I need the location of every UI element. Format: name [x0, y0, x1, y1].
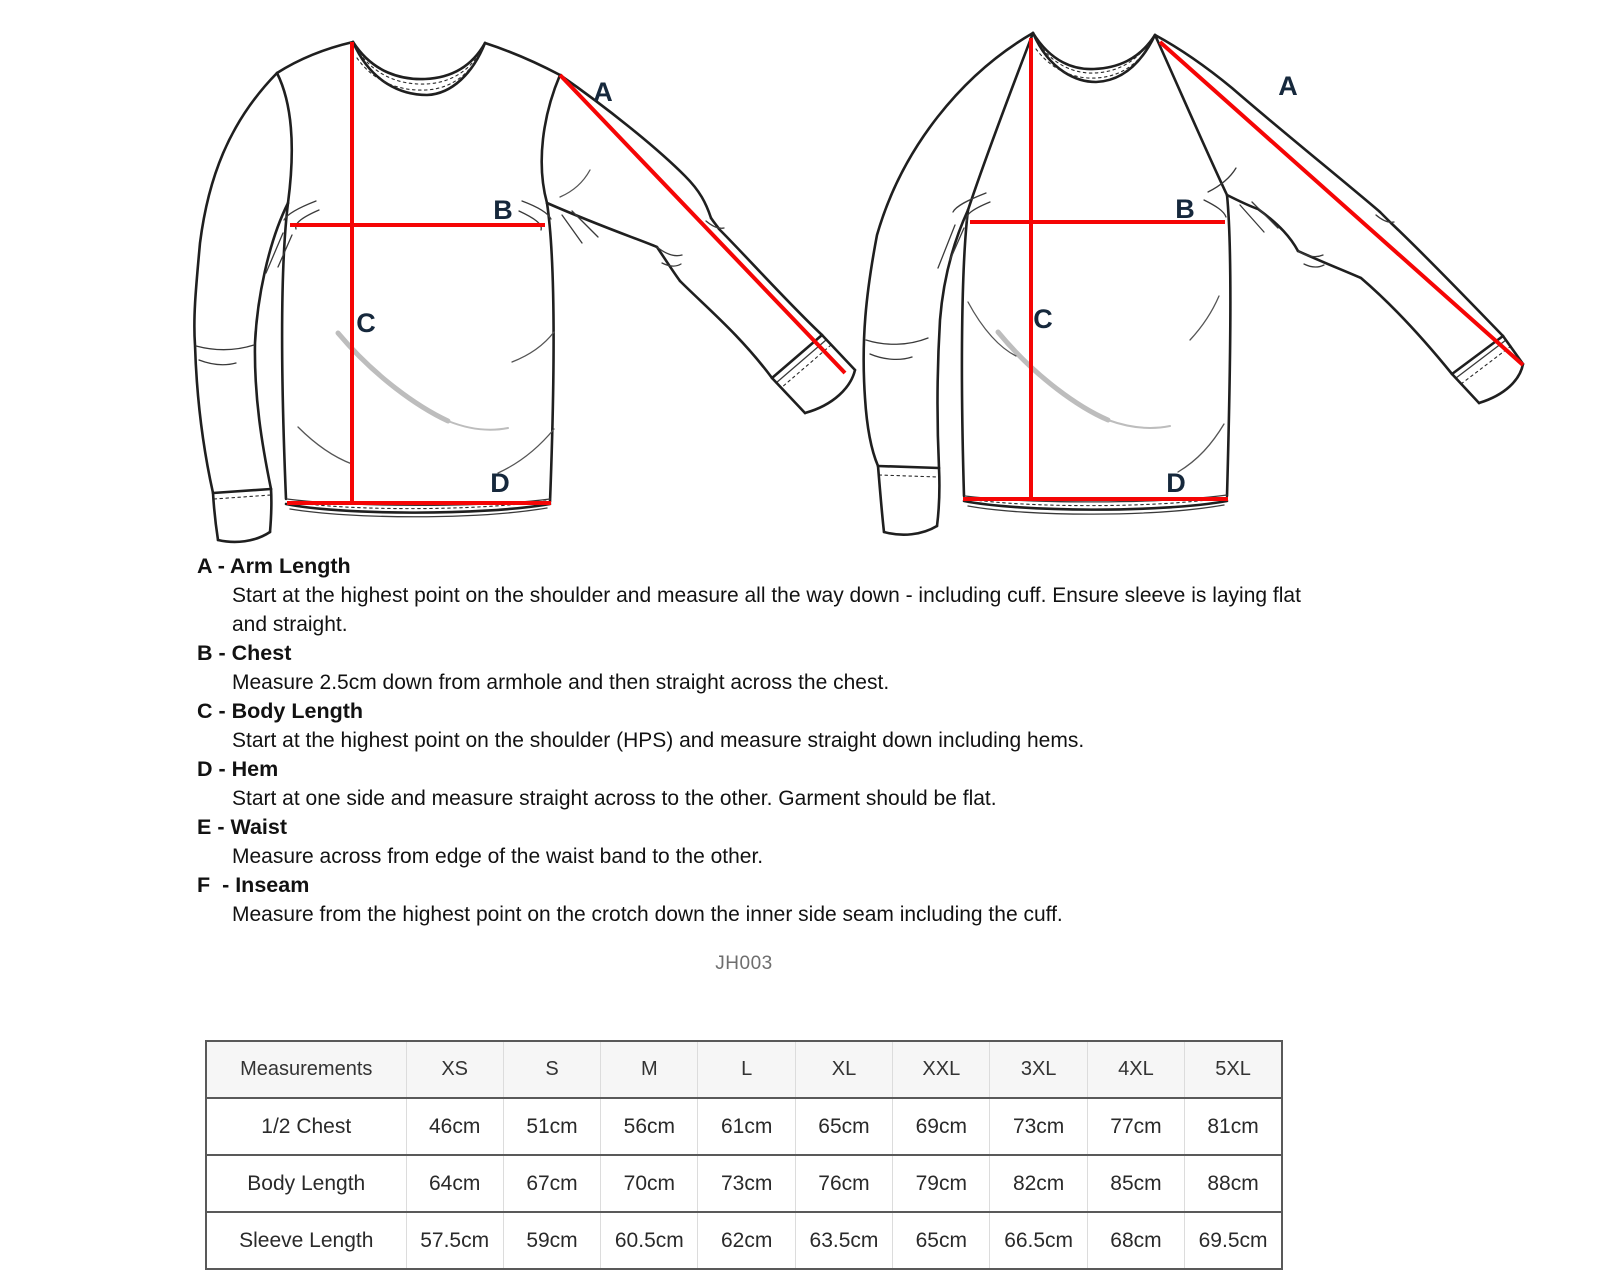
table-cell: 67cm [503, 1155, 600, 1212]
table-row-body-length [206, 1155, 1282, 1212]
table-cell: 61cm [698, 1098, 795, 1155]
table-row-sleeve-length [206, 1212, 1282, 1269]
col-header-xxl: XXL [893, 1041, 990, 1098]
fabric-shading [298, 170, 590, 473]
col-header-s: S [503, 1041, 600, 1098]
armpit-wrinkles [938, 168, 1278, 268]
legend-item-arm-length [197, 552, 1417, 639]
table-cell: 60.5cm [601, 1212, 698, 1269]
table-cell: 88cm [1185, 1155, 1282, 1212]
legend-description: Measure across from edge of the waist band to the other. [232, 845, 764, 868]
table-cell: 56cm [601, 1098, 698, 1155]
measurement-legend [197, 552, 1417, 929]
col-header-xl: XL [795, 1041, 892, 1098]
table-cell: 57.5cm [406, 1212, 503, 1269]
table-cell: 65cm [795, 1098, 892, 1155]
left-sleeve [194, 73, 288, 542]
measure-label-d: D [490, 468, 510, 498]
table-cell: 69.5cm [1185, 1212, 1282, 1269]
table-cell: 64cm [406, 1155, 503, 1212]
table-cell: 85cm [1087, 1155, 1184, 1212]
legend-description: Measure 2.5cm down from armhole and then straight across the chest. [232, 671, 890, 694]
table-cell: 73cm [698, 1155, 795, 1212]
legend-heading: A - Arm Length [197, 554, 351, 578]
legend-heading: D - Hem [197, 757, 279, 781]
table-cell: 62cm [698, 1212, 795, 1269]
table-cell: 66.5cm [990, 1212, 1087, 1269]
measure-line-a [560, 75, 845, 373]
garment-body-outline [962, 33, 1230, 496]
table-cell: 59cm [503, 1212, 600, 1269]
legend-heading: C - Body Length [197, 699, 364, 723]
legend-item-body-length [197, 697, 1417, 755]
table-cell: 46cm [406, 1098, 503, 1155]
legend-heading: F - Inseam [197, 873, 310, 897]
garment-setin-sleeve-diagram [170, 15, 870, 560]
size-table-header-row [206, 1041, 1282, 1098]
table-cell: 73cm [990, 1098, 1087, 1155]
legend-item-hem [197, 755, 1417, 813]
table-cell: 79cm [893, 1155, 990, 1212]
col-header-4xl: 4XL [1087, 1041, 1184, 1098]
legend-description: Start at the highest point on the shoulder (HPS) and measure straight down including hems. [232, 729, 1085, 752]
legend-description: Measure from the highest point on the crotch down the inner side seam including the cuff. [232, 903, 1063, 926]
col-header-m: M [601, 1041, 698, 1098]
legend-description: and straight. [232, 613, 348, 636]
legend-description: Start at one side and measure straight across to the other. Garment should be flat. [232, 787, 997, 810]
col-header-5xl: 5XL [1185, 1041, 1282, 1098]
left-sleeve [864, 33, 1033, 535]
measure-label-d: D [1166, 468, 1186, 498]
table-row-half-chest [206, 1098, 1282, 1155]
table-cell: 76cm [795, 1155, 892, 1212]
measure-line-a [1160, 42, 1523, 365]
size-table [205, 1040, 1283, 1270]
measure-label-a: A [1278, 71, 1298, 101]
col-header-3xl: 3XL [990, 1041, 1087, 1098]
garment-raglan-sleeve-diagram [840, 10, 1540, 555]
measure-label-a: A [593, 77, 613, 107]
product-code: JH003 [715, 953, 773, 974]
table-cell: 69cm [893, 1098, 990, 1155]
table-cell: 65cm [893, 1212, 990, 1269]
row-label: 1/2 Chest [261, 1114, 352, 1138]
legend-item-inseam [197, 871, 1417, 929]
neck-band [353, 42, 485, 90]
garment-body-outline [277, 42, 560, 502]
legend-heading: B - Chest [197, 641, 292, 665]
fabric-shading [968, 296, 1224, 472]
measure-label-b: B [493, 195, 513, 225]
legend-item-waist [197, 813, 1417, 871]
table-cell: 81cm [1185, 1098, 1282, 1155]
legend-heading: E - Waist [197, 815, 287, 839]
right-sleeve [547, 75, 855, 413]
table-cell: 63.5cm [795, 1212, 892, 1269]
measure-label-b: B [1175, 194, 1195, 224]
right-sleeve [1155, 35, 1523, 403]
row-label: Body Length [247, 1171, 366, 1195]
table-cell: 77cm [1087, 1098, 1184, 1155]
table-cell: 70cm [601, 1155, 698, 1212]
table-cell: 68cm [1087, 1212, 1184, 1269]
col-header-measurements: Measurements [206, 1041, 406, 1098]
col-header-xs: XS [406, 1041, 503, 1098]
measure-label-c: C [1033, 304, 1053, 334]
table-cell: 51cm [503, 1098, 600, 1155]
table-cell: 82cm [990, 1155, 1087, 1212]
col-header-l: L [698, 1041, 795, 1098]
measure-label-c: C [356, 308, 376, 338]
legend-item-chest [197, 639, 1417, 697]
row-label: Sleeve Length [239, 1228, 374, 1252]
neck-band [1033, 33, 1155, 78]
legend-description: Start at the highest point on the shoulder and measure all the way down - including cuff. Ensure sleeve is laying flat [232, 584, 1301, 607]
